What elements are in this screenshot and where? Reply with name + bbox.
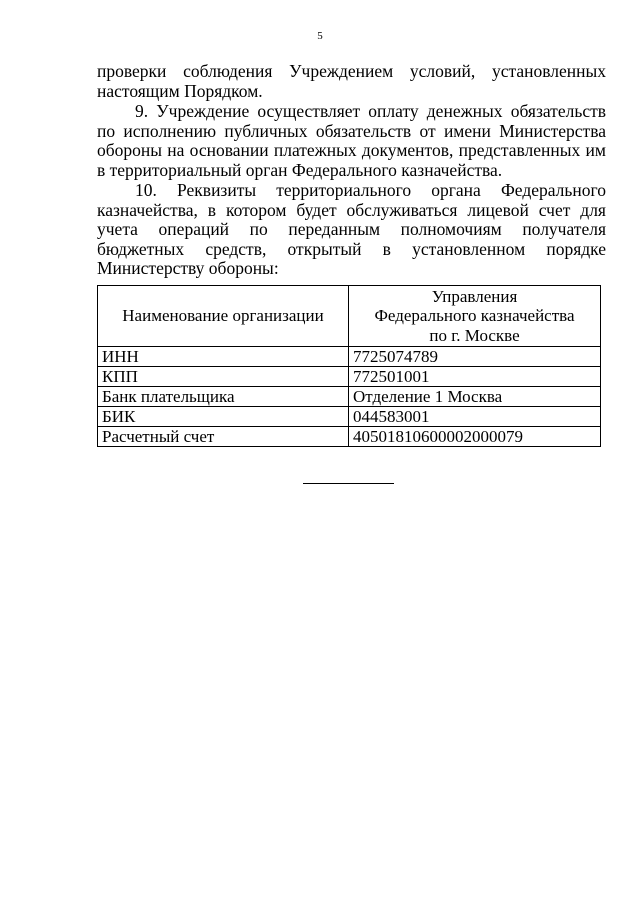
row-value: 40501810600002000079: [349, 427, 601, 447]
table-header-row: [98, 286, 601, 347]
row-value: Отделение 1 Москва: [349, 387, 601, 407]
header-value-lines: [353, 287, 596, 346]
paragraph-10: [97, 181, 606, 279]
header-label-cell: Наименование организации: [98, 286, 349, 347]
table-row-inn: [98, 347, 601, 367]
paragraph-continuation: [97, 62, 606, 101]
end-of-document-line: [303, 483, 394, 484]
paragraph-text: проверки соблюдения Учреждением условий, установленных настоящим Порядком.: [97, 61, 606, 101]
row-label: Банк плательщика: [98, 387, 349, 407]
row-label: ИНН: [98, 347, 349, 367]
table-row-bank: [98, 387, 601, 407]
row-label: БИК: [98, 407, 349, 427]
treasury-requisites-table: [97, 285, 601, 447]
paragraph-text: 10. Реквизиты территориального органа Федерального казначейства, в котором будет обслуживаться лицевой счет для учета операций по переданным полномочиям получателя бюджетных средств, открытый в установленном порядке Министерству обороны:: [97, 180, 606, 278]
header-value-line: по г. Москве: [429, 325, 520, 345]
paragraph-text: 9. Учреждение осуществляет оплату денежных обязательств по исполнению публичных обязательств от имени Министерства обороны на основании платежных документов, представленных им в территориальный орган Федерального казначейства.: [97, 101, 606, 180]
row-value: 044583001: [349, 407, 601, 427]
row-label: Расчетный счет: [98, 427, 349, 447]
header-value-line: Управления: [431, 286, 518, 306]
table-row-bik: [98, 407, 601, 427]
table-row-account: [98, 427, 601, 447]
header-value-cell: [349, 286, 601, 347]
row-label: КПП: [98, 367, 349, 387]
paragraph-9: [97, 102, 606, 180]
page-number: 5: [317, 30, 323, 42]
row-value: 772501001: [349, 367, 601, 387]
row-value: 7725074789: [349, 347, 601, 367]
table-row-kpp: [98, 367, 601, 387]
header-value-line: Федерального казначейства: [374, 306, 575, 326]
